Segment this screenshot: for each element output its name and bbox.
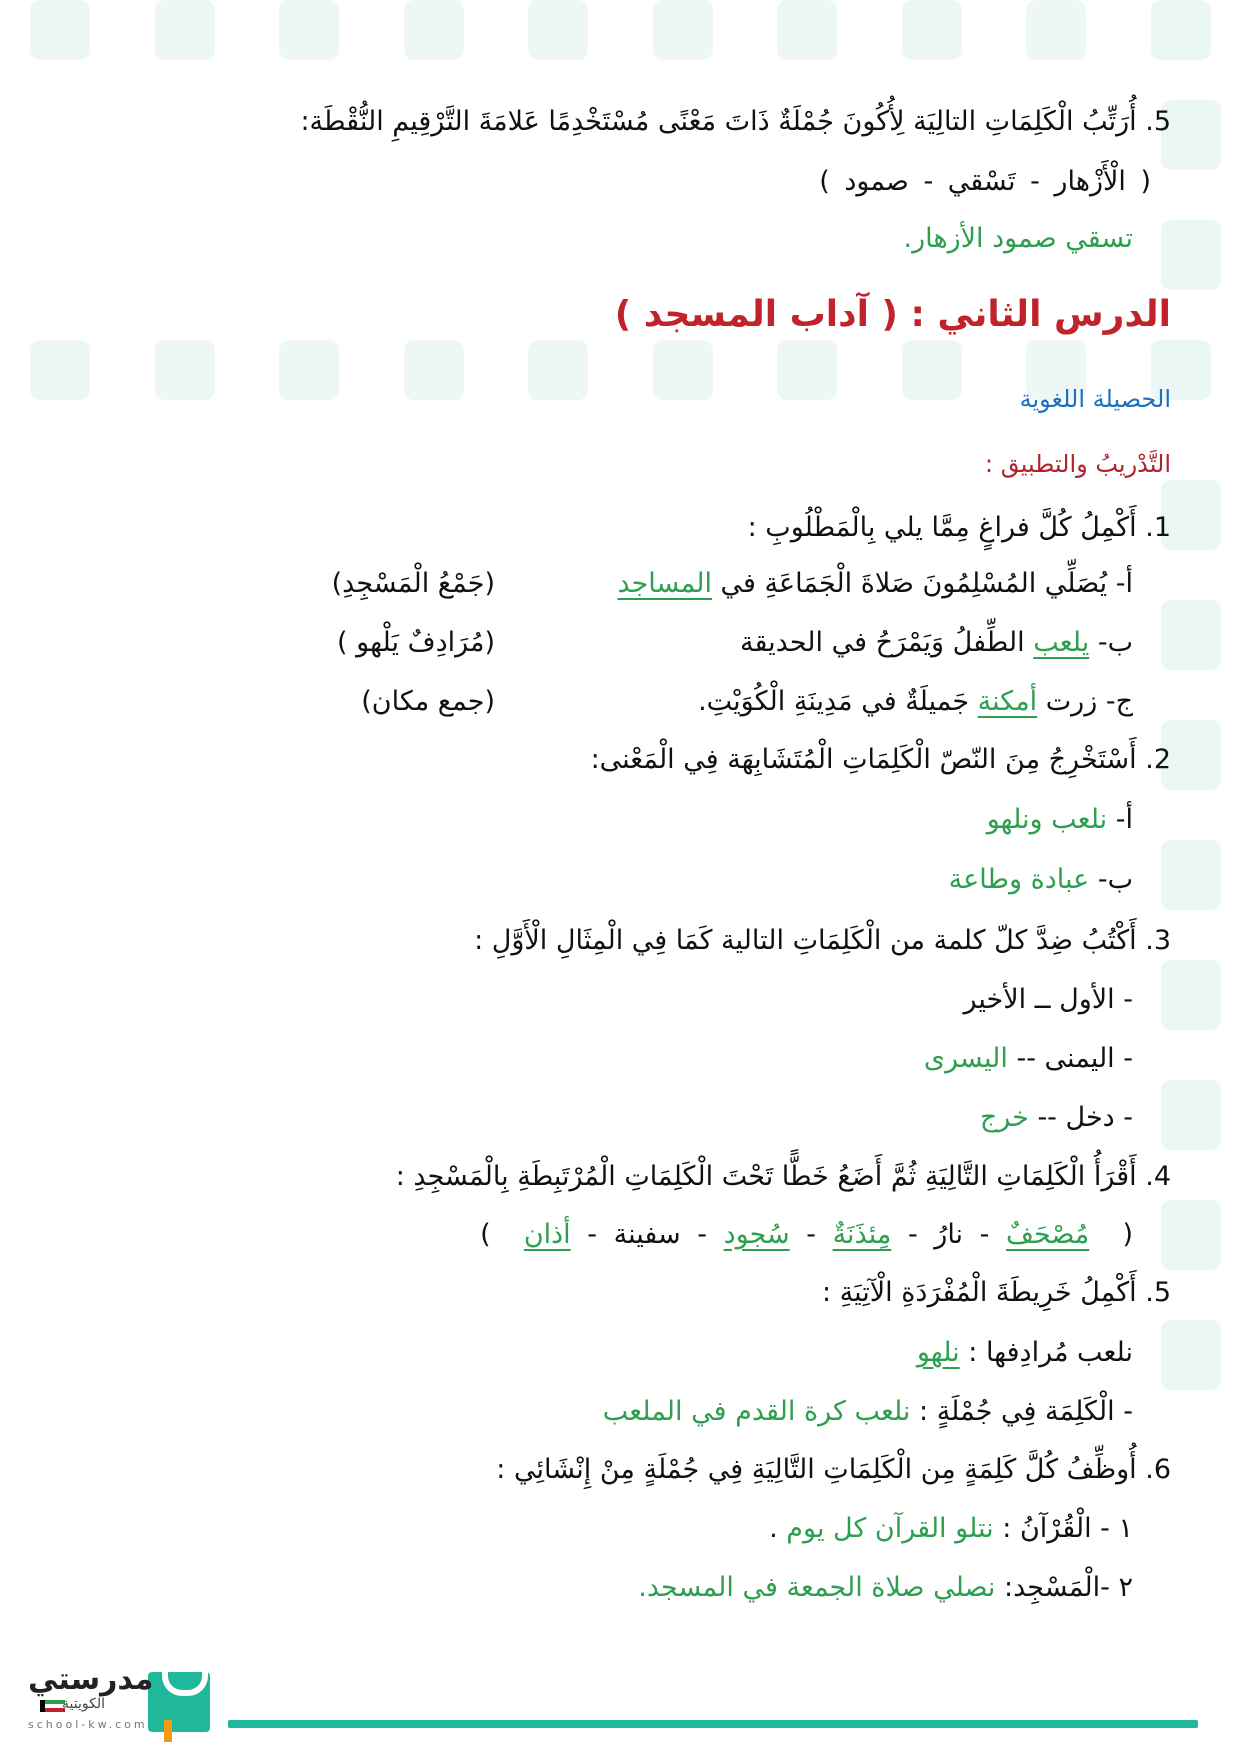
q3-question: 3. أَكْتُبُ ضِدَّ كلّ كلمة من الْكَلِمَاتِ التالية كَمَا فِي الْمِثَالِ الْأَوَّلِ :: [474, 925, 1171, 956]
q4-sep: -: [907, 1219, 918, 1250]
q2-item-a: [987, 800, 1133, 840]
q1-c-answer: أمكنة: [977, 686, 1038, 717]
q1-b-suffix: الطِّفلُ وَيَمْرَحُ في الحديقة: [740, 627, 1025, 658]
logo-text: مدرستي: [28, 1662, 154, 1697]
q3-item-2-answer: اليسرى: [923, 1043, 1008, 1074]
q1-c-hint: (جمع مكان): [361, 686, 495, 717]
practice-heading: التَّدْريبُ والتطبيق :: [985, 450, 1171, 478]
q4-sep: -: [979, 1219, 990, 1250]
q1-a-answer: المساجد: [617, 568, 712, 599]
q4-word-6: أذان: [523, 1219, 571, 1250]
q3-item-2-prefix: - اليمنى --: [1016, 1043, 1133, 1074]
q2-b-answer: عبادة وطاعة: [948, 864, 1090, 895]
q3-item-2: [924, 1039, 1133, 1079]
q1-item-a: [617, 564, 1133, 604]
q2-item-b: [949, 860, 1133, 900]
q5-first-answer: تسقي صمود الأزهار.: [903, 223, 1133, 254]
q3-item-1: - الأول ــ الأخير: [963, 984, 1133, 1015]
q6-item-1-end: .: [769, 1513, 778, 1544]
q4-open-paren: (: [1122, 1219, 1133, 1250]
section-heading: الحصيلة اللغوية: [1019, 385, 1171, 413]
q1-item-c: [698, 682, 1133, 722]
q1-question: 1. أَكْمِلُ كُلَّ فراغٍ مِمَّا يلي بِالْمَطْلُوبِ :: [747, 512, 1171, 543]
q2-a-answer: نلعب ونلهو: [986, 804, 1108, 835]
q5-synonym-prefix: نلعب مُرادِفها :: [968, 1337, 1133, 1368]
q5-first-words: ( الْأَزْهار - تَسْقي - صمود ): [819, 166, 1151, 197]
q5-sentence-line: [603, 1392, 1133, 1432]
q4-sep: -: [587, 1219, 598, 1250]
q3-item-3-answer: خرج: [979, 1102, 1029, 1133]
q1-a-prefix: أ- يُصَلِّي المُسْلِمُونَ صَلاةَ الْجَمَاعَةِ في: [720, 568, 1133, 599]
q5-first-question: 5. أُرَتِّبُ الْكَلِمَاتِ التالِيَة لِأُكُونَ جُمْلَةٌ ذَاتَ مَعْنًى مُسْتَخْدِمًا عَلامَةَ التَّرْقِيمِ النُّقْطَة:: [300, 106, 1171, 137]
q3-item-3-prefix: - دخل --: [1037, 1102, 1133, 1133]
q6-item-1-answer: نتلو القرآن كل يوم: [786, 1513, 994, 1544]
q4-sep: -: [806, 1219, 816, 1250]
q5-second-question: 5. أَكْمِلُ خَرِيطَةَ الْمُفْرَدَةِ الْآتِيَةِ :: [821, 1277, 1171, 1308]
q3-item-3: [980, 1098, 1133, 1138]
q2-a-prefix: أ-: [1115, 804, 1133, 835]
q4-words: [480, 1215, 1133, 1255]
q6-item-2: [638, 1568, 1133, 1608]
q6-item-2-prefix: ٢ -الْمَسْجِد:: [1004, 1572, 1133, 1603]
q4-word-2: نارُ: [934, 1219, 964, 1250]
q5-sentence-prefix: - الْكَلِمَة فِي جُمْلَةٍ :: [919, 1396, 1133, 1427]
q4-word-3: مِئذَنَةٌ: [832, 1219, 892, 1250]
q4-word-4: سُجود: [723, 1219, 790, 1250]
logo-bookmark-icon: [164, 1720, 172, 1742]
footer-bar: [228, 1720, 1198, 1728]
q6-item-1-prefix: ١ - الْقُرْآنُ :: [1002, 1513, 1133, 1544]
logo-subtitle: الكويتية: [62, 1696, 105, 1712]
q6-item-1: [769, 1509, 1133, 1549]
q4-close-paren: ): [480, 1219, 491, 1250]
q4-word-5: سفينة: [613, 1219, 681, 1250]
q2-b-prefix: ب-: [1097, 864, 1133, 895]
q1-b-answer: يلعب: [1033, 627, 1090, 658]
q6-item-2-answer: نصلي صلاة الجمعة في المسجد.: [638, 1572, 996, 1603]
q1-a-hint: (جَمْعُ الْمَسْجِدِ): [331, 568, 495, 599]
q4-sep: -: [697, 1219, 708, 1250]
lesson-title: الدرس الثاني : ( آداب المسجد ): [614, 294, 1171, 335]
q5-synonym-answer: نلهو: [916, 1337, 960, 1368]
q1-c-suffix: جَميلَةٌ في مَدِينَةِ الْكُوَيْتِ.: [698, 686, 970, 717]
q4-word-1: مُصْحَفٌ: [1006, 1219, 1090, 1250]
q5-synonym-line: [917, 1333, 1133, 1373]
q6-question: 6. أُوظِّفُ كُلَّ كَلِمَةٍ مِن الْكَلِمَاتِ التَّالِيَةِ فِي جُمْلَةٍ مِنْ إِنْشَائِي :: [496, 1454, 1171, 1485]
q2-question: 2. أَسْتَخْرِجُ مِنَ النّصّ الْكَلِمَاتِ الْمُتَشَابِهَة فِي الْمَعْنى:: [590, 744, 1171, 775]
q1-b-prefix: ب-: [1097, 627, 1133, 658]
q1-item-b: [740, 623, 1133, 663]
q5-sentence-answer: نلعب كرة القدم في الملعب: [602, 1396, 911, 1427]
q1-b-hint: (مُرَادِفٌ يَلْهو ): [337, 627, 495, 658]
q4-question: 4. أَقْرَأُ الْكَلِمَاتِ التَّالِيَةِ ثُمَّ أَضَعُ خَطًّا تَحْتَ الْكَلِمَاتِ الْمُرْتَبِطَةِ بِالْمَسْجِدِ :: [395, 1161, 1171, 1192]
logo-url: school-kw.com: [28, 1718, 148, 1731]
q1-c-prefix: ج- زرت: [1045, 686, 1133, 717]
